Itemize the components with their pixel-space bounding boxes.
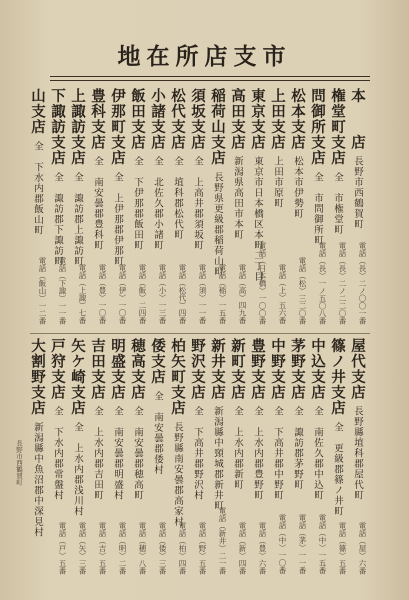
branch-entry [266,338,288,578]
branch-entry [46,88,68,328]
branch-name: 豊科支店 [89,88,106,150]
branch-address: 全 更級郡篠ノ井町 [332,421,343,516]
branch-entry [226,338,248,578]
branch-phone: 電話（倭）三番 [158,521,167,574]
branch-name: 篠ノ井支店 [329,338,346,416]
branch-address: 全 上水内郡豊野町 [252,406,263,501]
branch-address: 全 下高井郡野沢村 [192,406,203,501]
branch-address: 長野縣埴科郡屋代町 [352,406,363,501]
branch-entry [206,338,228,578]
branch-address: 全 諏訪郡下諏訪町 [52,171,63,266]
branch-entry [26,88,48,328]
branch-phone: 電話（須）一一番 [198,264,207,324]
branch-phone: 電話（上諏）七番 [78,264,87,324]
branch-name: 中野支店 [269,338,286,400]
branch-address: 全 上高井郡須坂町 [192,156,203,251]
branch-entry [306,88,328,328]
branch-name: 山支店 [29,88,46,135]
branch-phone: 電話（豊）一〇番 [98,264,107,324]
branch-name: 須坂支店 [189,88,206,150]
branch-name: 下諏訪支店 [49,88,66,166]
branch-entry [186,338,208,578]
branch-address: 新潟縣中頸城郡新井町 [212,406,223,511]
section-divider [30,333,370,334]
branch-entry [346,88,368,328]
branch-entry [326,338,348,578]
branch-phone: 電話（吉）五番 [98,521,107,574]
branch-entry [86,88,108,328]
branch-entry [126,88,148,328]
branch-address: 全 南安曇郡倭村 [152,390,163,475]
branch-address: 全 埴科郡松代町 [172,156,183,240]
branch-name: 矢ケ崎支店 [69,338,86,416]
branch-address: 全 上水内郡浅川村 [72,421,83,516]
branch-phone: 電話（矢）三番 [78,521,87,574]
branch-phone: 電話（上）五六番 [278,264,287,324]
branch-address: 全 上水内郡新町 [232,406,243,490]
title-rule-double [50,80,370,81]
branch-address: 全 上水内郡吉田町 [92,406,103,501]
branch-address: 全 下高井郡中野町 [272,406,283,501]
branch-name: 戸狩支店 [49,338,66,400]
branch-address: 全 市権堂町 [332,171,343,235]
branch-address: 松本市伊勢町 [292,156,303,219]
branch-address: 全 南安曇郡穂高町 [132,406,143,501]
branch-address: 全 諏訪郡茅野町 [292,406,303,490]
branch-phone: 電話（中）一五番 [318,514,327,574]
branch-name: 野沢支店 [189,338,206,400]
branch-address: 上田市原町 [272,156,283,209]
branch-phone: 電話（日本橋）一〇〇番 [258,241,267,324]
branch-name: 倭支店 [149,338,166,385]
branch-name: 豊野支店 [249,338,266,400]
branch-phone: 電話（飯山）一二番 [38,256,47,324]
branch-entry [146,88,168,328]
branch-entry [286,338,308,578]
branch-name: 中込支店 [309,338,326,400]
branch-phone: 電話（屋）六番 [358,521,367,574]
branch-address: 長野市西鶴賀町 [352,156,363,230]
branch-address: 新潟県高田市本町 [232,156,243,240]
branch-entry [246,338,268,578]
page-title: 地在所店支市 [117,43,292,70]
branch-name: 小諸支店 [149,88,166,150]
branch-entry [66,338,88,578]
branch-phone: 電話（下諏）一一番 [58,256,67,324]
branch-address: 全 上伊那郡伊那町 [112,171,123,266]
branch-address: 全 下水内郡常盤村 [52,406,63,501]
branch-entry [126,338,148,578]
branch-entry [86,338,108,578]
branch-entry [246,88,268,328]
branch-name: 高田支店 [229,88,246,150]
branch-entry [46,338,68,578]
footnote: 長野市西鶴賀町 [15,440,23,486]
branch-entry [206,88,228,328]
branch-name: 柏矢町支店 [169,338,186,416]
branch-address: 全 北佐久郡小諸町 [152,156,163,251]
branch-phone: 電話（長）一ノ五〇八番 [318,241,327,324]
branch-entry [286,88,308,328]
branch-phone: 電話（穂）八番 [138,521,147,574]
branch-phone: 電話（明）二番 [118,521,127,574]
title-rule [50,76,370,77]
branch-entry [166,338,188,578]
branch-phone: 電話（松）三二〇番 [298,256,307,324]
branch-entry [106,338,128,578]
branch-phone: 電話（柏）四番 [178,521,187,574]
branch-name: 伊那町支店 [109,88,126,166]
branch-phone: 電話（小）一三番 [158,264,167,324]
branch-name: 本 店 [349,88,366,150]
branch-entry [326,88,348,328]
branch-phone: 電話（戸）五番 [58,521,67,574]
branch-address: 全 南安曇郡明盛村 [112,406,123,501]
branch-address: 全 市問御所町 [312,171,323,245]
branch-address: 長野縣南安曇郡高家村 [172,421,183,527]
branch-address: 全 諏訪郡上諏訪町 [72,171,83,266]
branch-name: 上諏訪支店 [69,88,86,166]
branch-name: 茅野支店 [289,338,306,400]
branch-name: 明盛支店 [109,338,126,400]
branch-name: 松代支店 [169,88,186,150]
branch-list-upper [28,88,368,328]
branch-phone: 電話（高）四九番 [238,264,247,324]
branch-phone: 電話（松代）四番 [178,264,187,324]
branch-address: 全 南安曇郡豊科町 [92,156,103,251]
branch-phone: 電話（新井）二一番 [218,506,227,574]
branch-entry [306,338,328,578]
branch-address: 全 南佐久郡中込町 [312,406,323,501]
branch-name: 上田支店 [269,88,286,150]
branch-name: 屋代支店 [349,338,366,400]
branch-name: 吉田支店 [89,338,106,400]
branch-entry [186,88,208,328]
branch-phone: 電話（長）二ノ〇〇一番 [358,241,367,324]
branch-entry [146,338,168,578]
branch-entry [226,88,248,328]
branch-name: 新井支店 [209,338,226,400]
branch-address: 新潟縣中魚沼郡中深見村 [32,421,43,537]
branch-entry [166,88,188,328]
branch-name: 稲荷山支店 [209,88,226,166]
branch-address: 長野県更級郡稲荷山町 [212,171,223,277]
branch-address: 全 下水内郡飯山町 [32,140,43,235]
branch-entry [26,338,48,578]
branch-name: 新町支店 [229,338,246,400]
branch-list-lower [28,338,368,578]
branch-name: 大割野支店 [29,338,46,416]
branch-name: 飯田支店 [129,88,146,150]
branch-address: 東京市日本橋区本町二丁目 [252,156,263,282]
branch-address: 全 下伊那郡飯田町 [132,156,143,251]
branch-phone: 電話（茅）一一番 [298,514,307,574]
branch-entry [266,88,288,328]
branch-entry [346,338,368,578]
branch-name: 東京支店 [249,88,266,150]
branch-name: 問御所支店 [309,88,326,166]
branch-name: 権堂町支店 [329,88,346,166]
branch-phone: 電話（野）五番 [198,521,207,574]
branch-phone: 電話（飯）二四番 [138,264,147,324]
branch-name: 松本支店 [289,88,306,150]
branch-name: 穂高支店 [129,338,146,400]
branch-phone: 電話（篠）五番 [338,521,347,574]
branch-entry [106,88,128,328]
branch-phone: 電話（伊）一〇番 [118,264,127,324]
branch-phone: 電話（長）二ノ二二〇番 [338,241,347,324]
branch-phone: 電話（中）一〇番 [278,514,287,574]
branch-entry [66,88,88,328]
branch-phone: 電話（新）四番 [238,521,247,574]
branch-phone: 電話（豊）六番 [258,521,267,574]
branch-phone: 電話（稲）一五番 [218,264,227,324]
